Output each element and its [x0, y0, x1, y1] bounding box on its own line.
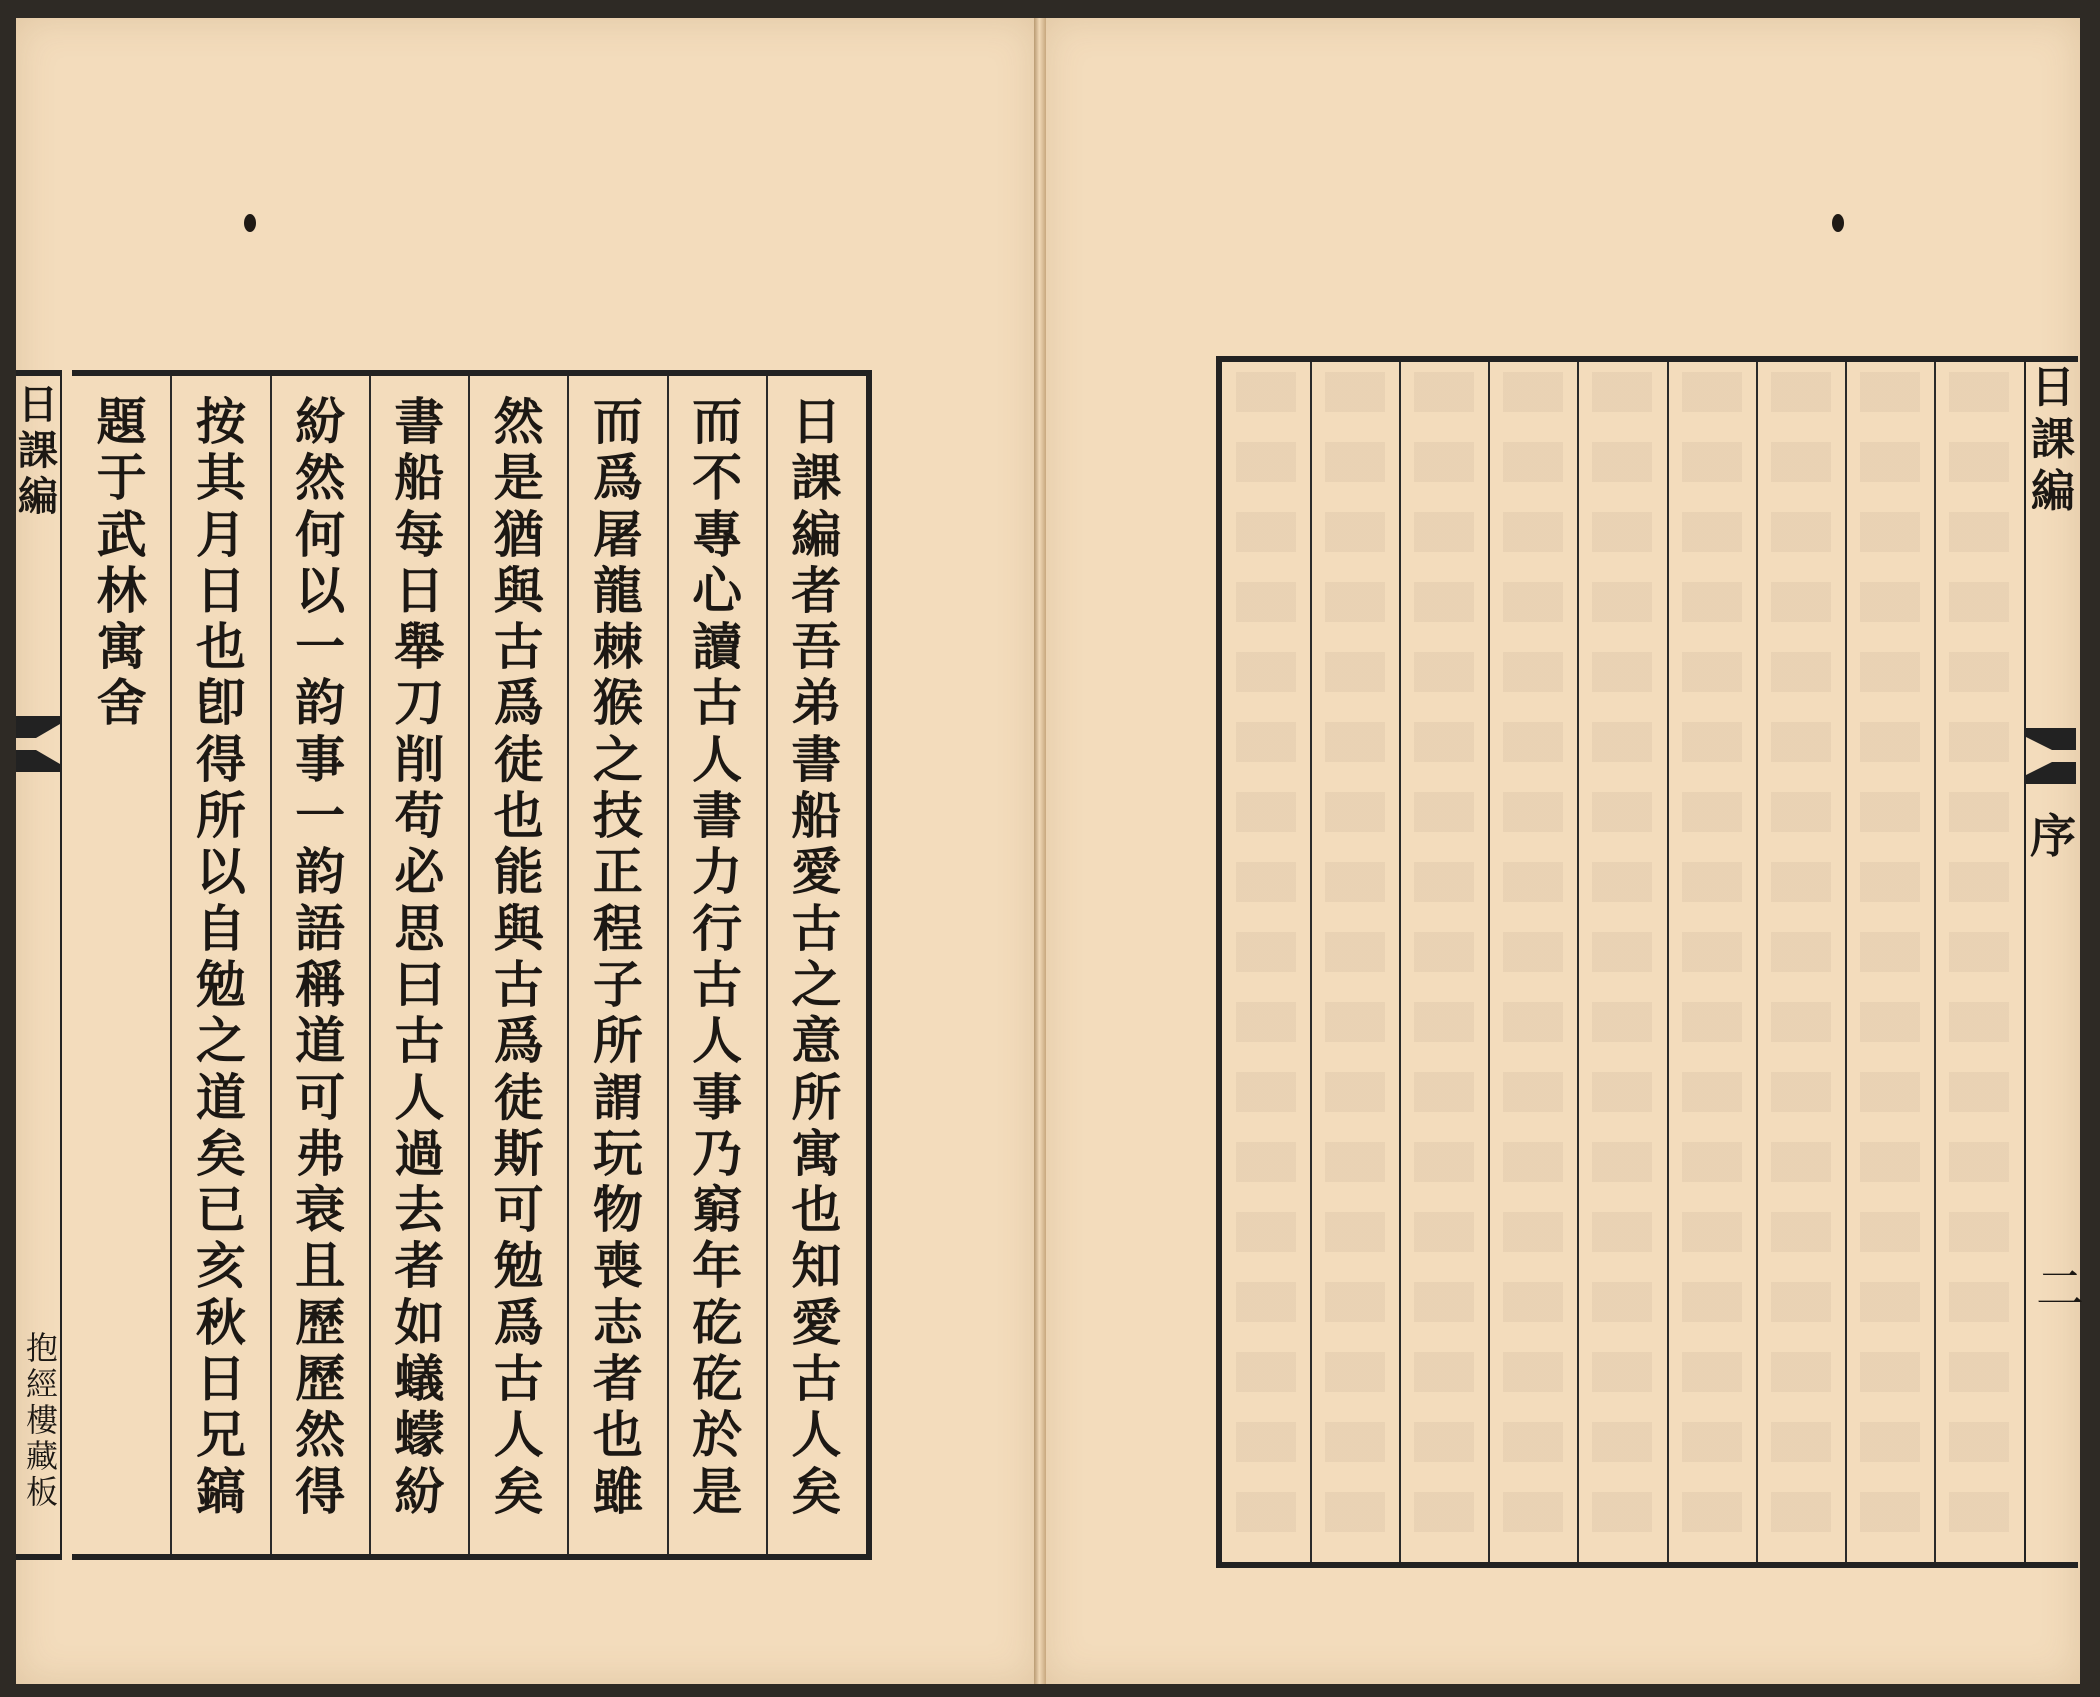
character: 每: [394, 504, 445, 564]
character: 以: [195, 842, 246, 902]
character: 程: [592, 898, 643, 958]
character: 斯: [493, 1123, 544, 1183]
character: 得: [295, 1461, 346, 1521]
character: 題: [96, 392, 147, 451]
character: 已: [195, 1180, 246, 1240]
character: 課: [791, 448, 842, 508]
character: 紛: [394, 1461, 445, 1521]
character: 志: [592, 1292, 643, 1352]
character: 也: [195, 617, 246, 677]
character: 心: [692, 560, 743, 620]
character: 舍: [96, 673, 147, 733]
character: 之: [592, 729, 643, 789]
character: 正: [592, 842, 643, 902]
grid-rule: [1756, 362, 1758, 1562]
character: 何: [295, 504, 346, 564]
character: 專: [692, 504, 743, 564]
character: 也: [791, 1180, 842, 1240]
character: 自: [195, 898, 246, 958]
character: 爲: [493, 1292, 544, 1352]
binding-hole: [244, 214, 256, 232]
character: 爲: [493, 673, 544, 733]
character: 書: [791, 729, 842, 789]
character: 日: [195, 1349, 246, 1409]
character: 於: [692, 1405, 743, 1465]
text-column: [384, 394, 454, 1520]
column-rule: [270, 376, 272, 1554]
character: 船: [791, 786, 842, 846]
character: 船: [394, 448, 445, 508]
character: 也: [493, 786, 544, 846]
text-column: [583, 394, 653, 1520]
text-column: [781, 394, 851, 1520]
column-rule: [369, 376, 371, 1554]
character: 吾: [791, 617, 842, 677]
character: 日: [195, 560, 246, 620]
text-column: [87, 394, 157, 732]
character: 勉: [493, 1236, 544, 1296]
character: 可: [295, 1067, 346, 1127]
grid-rule: [1310, 362, 1312, 1562]
character: 勉: [195, 954, 246, 1014]
character: 寓: [791, 1123, 842, 1183]
character: 人: [493, 1405, 544, 1465]
column-rule: [468, 376, 470, 1554]
character: 窮: [692, 1180, 743, 1240]
character: 月: [195, 504, 246, 564]
character: 得: [195, 729, 246, 789]
character: 人: [692, 729, 743, 789]
character: 是: [692, 1461, 743, 1521]
character: 玩: [592, 1123, 643, 1183]
character: 思: [394, 898, 445, 958]
bleed-through-shadow: [1325, 372, 1385, 1552]
bleed-through-shadow: [1682, 372, 1742, 1552]
character: 兄: [195, 1405, 246, 1465]
character: 能: [493, 842, 544, 902]
character: 如: [394, 1292, 445, 1352]
character: 日: [791, 392, 842, 451]
character: 古: [493, 1349, 544, 1409]
character: 于: [96, 448, 147, 508]
grid-rule: [1577, 362, 1579, 1562]
character: 所: [195, 786, 246, 846]
character: 人: [394, 1067, 445, 1127]
character: 蟻: [394, 1349, 445, 1409]
character: 且: [295, 1236, 346, 1296]
character: 其: [195, 448, 246, 508]
character: 一: [295, 617, 346, 677]
character: 可: [493, 1180, 544, 1240]
character: 矣: [493, 1461, 544, 1521]
character: 事: [295, 729, 346, 789]
character: 愛: [791, 842, 842, 902]
character: 武: [96, 504, 147, 564]
grid-rule: [1667, 362, 1669, 1562]
character: 事: [692, 1067, 743, 1127]
character: 龍: [592, 560, 643, 620]
grid-rule: [1845, 362, 1847, 1562]
bleed-through-shadow: [1949, 372, 2009, 1552]
book-gutter: [1034, 18, 1046, 1684]
character: 矣: [791, 1461, 842, 1521]
character: 與: [493, 560, 544, 620]
character: 刀: [394, 673, 445, 733]
character: 讀: [692, 617, 743, 677]
character: 過: [394, 1123, 445, 1183]
column-rule: [766, 376, 768, 1554]
character: 韵: [295, 673, 346, 733]
bleed-through-shadow: [1592, 372, 1652, 1552]
character: 韵: [295, 842, 346, 902]
column-rule: [667, 376, 669, 1554]
character: 徒: [493, 1067, 544, 1127]
character: 削: [394, 729, 445, 789]
character: 雖: [592, 1461, 643, 1521]
character: 古: [791, 1349, 842, 1409]
character: 稱: [295, 954, 346, 1014]
character: 古: [791, 898, 842, 958]
character: 爲: [592, 448, 643, 508]
character: 人: [791, 1405, 842, 1465]
character: 者: [394, 1236, 445, 1296]
publisher-char: 板: [25, 1473, 58, 1511]
bleed-through-shadow: [1414, 372, 1474, 1552]
character: 喪: [592, 1236, 643, 1296]
text-column: [484, 394, 554, 1520]
character: 所: [791, 1067, 842, 1127]
character: 矻: [692, 1349, 743, 1409]
character: 紛: [295, 392, 346, 451]
character: 矣: [195, 1123, 246, 1183]
character: 然: [493, 392, 544, 451]
character: 古: [394, 1011, 445, 1071]
character: 者: [592, 1349, 643, 1409]
character: 弗: [295, 1123, 346, 1183]
character: 古: [493, 617, 544, 677]
character: 亥: [195, 1236, 246, 1296]
character: 林: [96, 560, 147, 620]
character: 力: [692, 842, 743, 902]
character: 謂: [592, 1067, 643, 1127]
character: 猴: [592, 673, 643, 733]
character: 古: [692, 673, 743, 733]
character: 按: [195, 392, 246, 451]
character: 者: [791, 560, 842, 620]
character: 乃: [692, 1123, 743, 1183]
character: 猶: [493, 504, 544, 564]
edge-title-char: 日: [18, 381, 58, 428]
publisher-char: 經: [25, 1365, 58, 1403]
character: 弟: [791, 673, 842, 733]
character: 衰: [295, 1180, 346, 1240]
character: 歷: [295, 1349, 346, 1409]
character: 徒: [493, 729, 544, 789]
edge-title-char: 編: [2031, 466, 2075, 517]
character: 書: [692, 786, 743, 846]
right-blank-grid-frame: [1216, 356, 2024, 1568]
character: 古: [692, 954, 743, 1014]
publisher-char: 抱: [25, 1329, 58, 1367]
character: 知: [791, 1236, 842, 1296]
character: 苟: [394, 786, 445, 846]
right-page-margin-frame: [2024, 356, 2078, 1568]
character: 道: [295, 1011, 346, 1071]
edge-title-char: 編: [18, 473, 58, 520]
character: 寓: [96, 617, 147, 677]
character: 也: [592, 1405, 643, 1465]
bleed-through-shadow: [1503, 372, 1563, 1552]
fishtail-mark-left: [16, 716, 60, 772]
character: 意: [791, 1011, 842, 1071]
grid-rule: [1934, 362, 1936, 1562]
character: 一: [295, 786, 346, 846]
character: 爲: [493, 1011, 544, 1071]
character: 去: [394, 1180, 445, 1240]
character: 而: [592, 392, 643, 451]
character: 之: [195, 1011, 246, 1071]
page-number: 二: [2036, 1261, 2085, 1317]
text-column: [186, 394, 256, 1520]
character: 秋: [195, 1292, 246, 1352]
character: 所: [592, 1011, 643, 1071]
fishtail-mark-right: [2024, 728, 2076, 784]
character: 鎬: [195, 1461, 246, 1521]
character: 與: [493, 898, 544, 958]
character: 之: [791, 954, 842, 1014]
character: 古: [493, 954, 544, 1014]
character: 棘: [592, 617, 643, 677]
character: 不: [692, 448, 743, 508]
edge-title-char: 課: [18, 427, 58, 474]
binding-hole: [1832, 214, 1844, 232]
grid-rule: [1399, 362, 1401, 1562]
column-rule: [170, 376, 172, 1554]
right-edge-section: 序: [2030, 809, 2076, 863]
text-column: [682, 394, 752, 1520]
character: 年: [692, 1236, 743, 1296]
character: 子: [592, 954, 643, 1014]
edge-title-char: 日: [2031, 362, 2075, 413]
character: 語: [295, 898, 346, 958]
character: 以: [295, 560, 346, 620]
character: 愛: [791, 1292, 842, 1352]
character: 舉: [394, 617, 445, 677]
character: 物: [592, 1180, 643, 1240]
bleed-through-shadow: [1236, 372, 1296, 1552]
bleed-through-shadow: [1860, 372, 1920, 1552]
character: 蠓: [394, 1405, 445, 1465]
character: 是: [493, 448, 544, 508]
bleed-through-shadow: [1771, 372, 1831, 1552]
text-column: [285, 394, 355, 1520]
column-rule: [567, 376, 569, 1554]
edge-title-char: 課: [2031, 414, 2075, 465]
character: 卽: [195, 673, 246, 733]
publisher-char: 藏: [25, 1437, 58, 1475]
character: 行: [692, 898, 743, 958]
character: 日: [394, 560, 445, 620]
character: 人: [692, 1011, 743, 1071]
publisher-char: 樓: [25, 1401, 58, 1439]
character: 然: [295, 448, 346, 508]
left-edge-title: [18, 382, 58, 520]
character: 技: [592, 786, 643, 846]
character: 必: [394, 842, 445, 902]
character: 曰: [394, 954, 445, 1014]
character: 歷: [295, 1292, 346, 1352]
left-text-frame: [72, 370, 872, 1560]
character: 矻: [692, 1292, 743, 1352]
character: 道: [195, 1067, 246, 1127]
character: 然: [295, 1405, 346, 1465]
character: 編: [791, 504, 842, 564]
grid-rule: [1488, 362, 1490, 1562]
right-edge-title: [2028, 362, 2078, 518]
character: 書: [394, 392, 445, 451]
character: 屠: [592, 504, 643, 564]
character: 而: [692, 392, 743, 451]
publisher-imprint: [20, 1330, 64, 1510]
